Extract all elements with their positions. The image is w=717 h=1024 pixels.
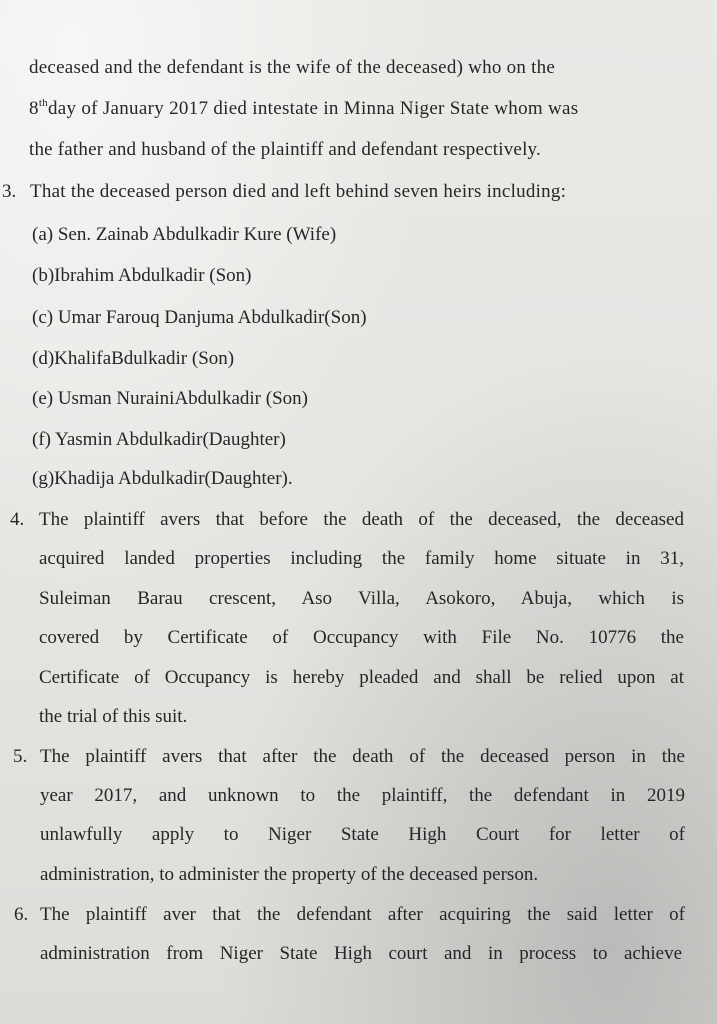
heir-item: (f) Yasmin Abdulkadir(Daughter) xyxy=(32,429,286,450)
para2-day: 8 xyxy=(29,98,39,119)
para2-line2 xyxy=(29,97,578,121)
para5-line: administration, to administer the property of the deceased person. xyxy=(40,864,539,885)
para2-line3: the father and husband of the plaintiff and defendant respectively. xyxy=(29,139,541,160)
heir-item: (b)Ibrahim Abdulkadir (Son) xyxy=(32,265,252,286)
para4-line: The plaintiff avers that before the death of the deceased, the deceased xyxy=(39,509,684,530)
heir-item: (g)Khadija Abdulkadir(Daughter). xyxy=(32,468,293,489)
para2-day-suffix: th xyxy=(38,97,48,109)
para2-line1: deceased and the defendant is the wife of the deceased) who on the xyxy=(29,57,556,78)
para6-number: 6. xyxy=(14,904,29,925)
para5-line: The plaintiff avers that after the death of the deceased person in the xyxy=(40,746,685,767)
para2-line2-text: day of January 2017 died intestate in Minna Niger State whom was xyxy=(47,98,579,119)
heir-item: (e) Usman NurainiAbdulkadir (Son) xyxy=(32,388,308,409)
para6-line: The plaintiff aver that the defendant after acquiring the said letter of xyxy=(40,904,685,925)
para5-number: 5. xyxy=(13,746,28,767)
para5-line: year 2017, and unknown to the plaintiff, the defendant in 2019 xyxy=(40,785,685,806)
para4-line: covered by Certificate of Occupancy with File No. 10776 the xyxy=(39,627,684,648)
heir-item: (a) Sen. Zainab Abdulkadir Kure (Wife) xyxy=(32,224,337,245)
para4-number: 4. xyxy=(10,509,25,530)
para4-line: Certificate of Occupancy is hereby pleaded and shall be relied upon at xyxy=(39,667,684,688)
para5-line: unlawfully apply to Niger State High Court for letter of xyxy=(40,824,685,845)
para4-line: Suleiman Barau crescent, Aso Villa, Asokoro, Abuja, which is xyxy=(39,588,684,609)
heir-item: (d)KhalifaBdulkadir (Son) xyxy=(32,348,235,369)
para3-text: That the deceased person died and left behind seven heirs including: xyxy=(30,181,567,202)
para3-number: 3. xyxy=(2,181,17,202)
para4-line: acquired landed properties including the family home situate in 31, xyxy=(39,548,684,569)
para6-line: administration from Niger State High court and in process to achieve xyxy=(40,943,682,964)
para4-line: the trial of this suit. xyxy=(39,706,188,727)
heir-item: (c) Umar Farouq Danjuma Abdulkadir(Son) xyxy=(32,307,367,328)
